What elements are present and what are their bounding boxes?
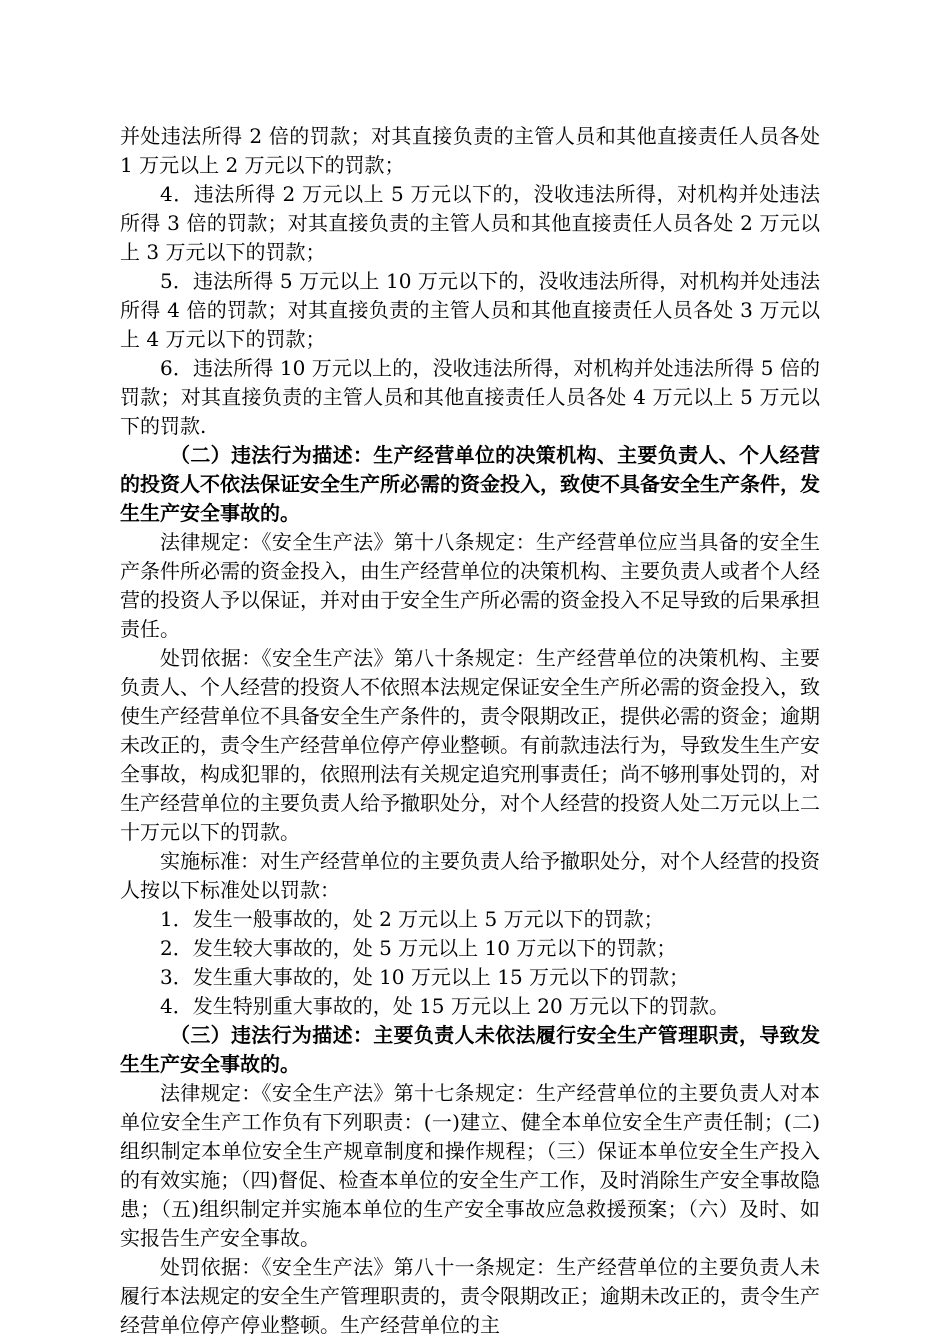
paragraph-2: 4．违法所得 2 万元以上 5 万元以下的，没收违法所得，对机构并处违法所得 3 倍的罚款；对其直接负责的主管人员和其他直接责任人员各处 2 万元以上 3 万元以下的罚款；	[120, 182, 820, 264]
paragraph-1: 并处违法所得 2 倍的罚款；对其直接负责的主管人员和其他直接责任人员各处 1 万元以上 2 万元以下的罚款；	[120, 124, 820, 177]
list-item-4: 4．发生特别重大事故的，处 15 万元以上 20 万元以下的罚款。	[160, 994, 730, 1018]
section-heading-2: （二）违法行为描述：生产经营单位的决策机构、主要负责人、个人经营的投资人不依法保证安全生产所必需的资金投入，致使不具备安全生产条件，发生生产安全事故的。	[120, 443, 820, 525]
paragraph-3: 5．违法所得 5 万元以上 10 万元以下的，没收违法所得，对机构并处违法所得 4 倍的罚款；对其直接负责的主管人员和其他直接责任人员各处 3 万元以上 4 万元以下的罚款；	[120, 269, 820, 351]
paragraph-penalty-basis-1: 处罚依据：《安全生产法》第八十条规定：生产经营单位的决策机构、主要负责人、个人经营的投资人不依照本法规定保证安全生产所必需的资金投入，致使生产经营单位不具备安全生产条件的，责令限期改正，提供必需的资金；逾期未改正的，责令生产经营单位停产停业整顿。有前款违法行为，导致发生生产安全事故，构成犯罪的，依照刑法有关规定追究刑事责任；尚不够刑事处罚的，对生产经营单位的主要负责人给予撤职处分，对个人经营的投资人处二万元以上二十万元以下的罚款。	[120, 646, 820, 844]
paragraph-4: 6．违法所得 10 万元以上的，没收违法所得，对机构并处违法所得 5 倍的罚款；对其直接负责的主管人员和其他直接责任人员各处 4 万元以上 5 万元以下的罚款.	[120, 356, 820, 438]
section-heading-3: （三）违法行为描述：主要负责人未依法履行安全生产管理职责，导致发生生产安全事故的。	[120, 1023, 820, 1076]
paragraph-standard-1: 实施标准：对生产经营单位的主要负责人给予撤职处分，对个人经营的投资人按以下标准处以罚款：	[120, 849, 820, 902]
paragraph-legal-provision-2: 法律规定：《安全生产法》第十七条规定：生产经营单位的主要负责人对本单位安全生产工作负有下列职责：(一)建立、健全本单位安全生产责任制；(二)组织制定本单位安全生产规章制度和操作规程；（三）保证本单位安全生产投入的有效实施；（四)督促、检查本单位的安全生产工作，及时消除生产安全事故隐患；（五)组织制定并实施本单位的生产安全事故应急救援预案；（六）及时、如实报告生产安全事故。	[120, 1081, 820, 1250]
list-item-3: 3．发生重大事故的，处 10 万元以上 15 万元以下的罚款；	[160, 965, 690, 989]
document-page	[120, 122, 820, 1340]
list-item-1: 1．发生一般事故的，处 2 万元以上 5 万元以下的罚款；	[160, 907, 664, 931]
paragraph-legal-provision-1: 法律规定：《安全生产法》第十八条规定：生产经营单位应当具备的安全生产条件所必需的资金投入，由生产经营单位的决策机构、主要负责人或者个人经营的投资人予以保证，并对由于安全生产所必需的资金投入不足导致的后果承担责任。	[120, 530, 820, 641]
list-item-2: 2．发生较大事故的，处 5 万元以上 10 万元以下的罚款；	[160, 936, 677, 960]
paragraph-penalty-basis-2: 处罚依据：《安全生产法》第八十一条规定：生产经营单位的主要负责人未履行本法规定的安全生产管理职责的，责令限期改正；逾期未改正的，责令生产经营单位停产停业整顿。生产经营单位的主	[120, 1255, 820, 1337]
